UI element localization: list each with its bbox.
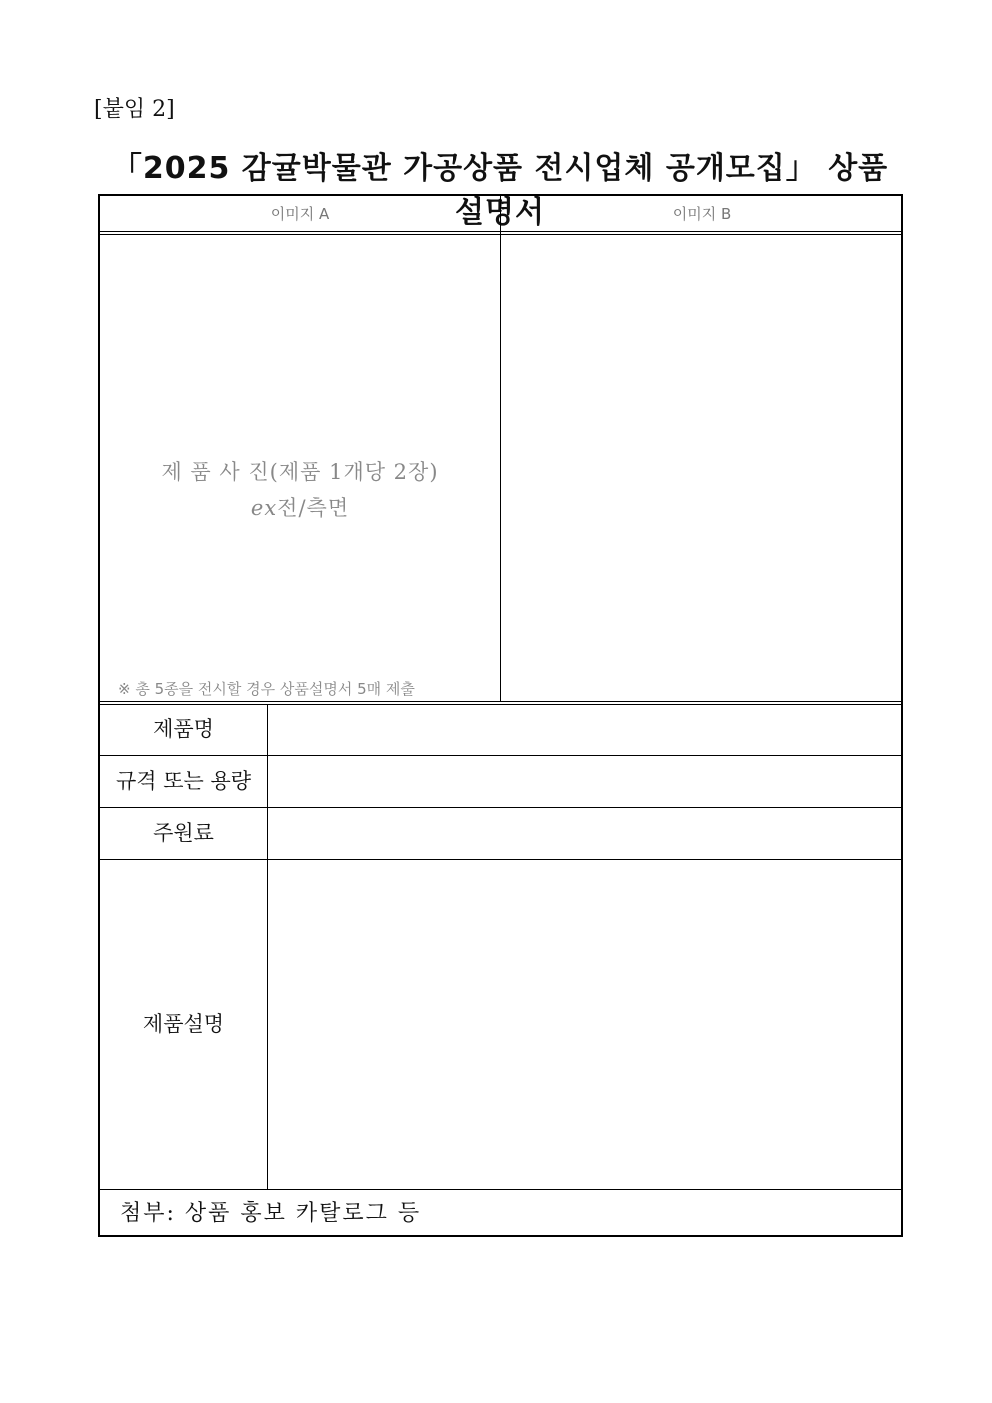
photo-note: ※ 총 5종을 전시할 경우 상품설명서 5매 제출	[118, 680, 415, 698]
spec-input[interactable]	[268, 756, 901, 807]
photo-guide-line1: 제 품 사 진(제품 1개당 2장)	[161, 460, 439, 484]
ingredients-input[interactable]	[268, 808, 901, 859]
photo-guide-sides: 전/측면	[277, 496, 350, 520]
photo-guide-ex: ex	[250, 496, 278, 520]
product-name-label: 제품명	[153, 717, 214, 741]
photo-guide	[100, 454, 500, 526]
row-divider-4	[100, 1189, 901, 1190]
image-row-bottom-1	[100, 701, 901, 702]
spec-label: 규격 또는 용량	[115, 769, 252, 793]
image-b-upload-area[interactable]	[501, 235, 903, 701]
attachment-label: [붙임 2]	[94, 97, 175, 122]
photo-guide-line2	[100, 490, 500, 526]
image-a-header: 이미지 A	[270, 205, 330, 223]
attachment-note: 첨부: 상품 홍보 카탈로그 등	[120, 1201, 422, 1226]
description-label: 제품설명	[142, 1012, 225, 1036]
product-form-table	[98, 194, 903, 1237]
product-name-input[interactable]	[268, 705, 901, 755]
image-b-header: 이미지 B	[672, 205, 732, 223]
document-title: 「2025 감귤박물관 가공상품 전시업체 공개모집」 상품설명서	[111, 151, 889, 230]
ingredients-label: 주원료	[153, 821, 214, 845]
description-input[interactable]	[268, 860, 901, 1189]
